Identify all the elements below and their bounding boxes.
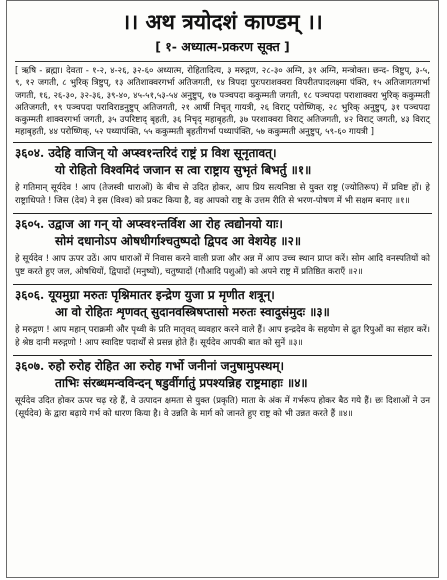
mantra-3606 <box>13 284 432 321</box>
mantra-line: ३६०७. रुहो रुरोह रोहित आ रुरोह गर्भो जनीनां जनुषामुपस्थम्। <box>15 358 285 373</box>
mantra-line: आ वो रोहितः शृणवत् सुदानवस्त्रिषप्तासो मरुतः स्वादुसंमुदः ॥३॥ <box>55 304 330 319</box>
mantra-3605 <box>13 213 432 250</box>
header-divider <box>15 61 430 62</box>
document-page <box>6 0 439 578</box>
mantra-line: सोमं दधानोऽप ओषधीर्गाश्चतुष्पदो द्विपद आ वेशयेह ॥२॥ <box>55 233 302 248</box>
translation-3607: सूर्यदेव उदित होकर ऊपर चढ़ रहे हैं, वे उत्पादन क्षमता से युक्त (प्रकृति) माता के अंक में गर्भरूप होकर बैठ गये हैं। छः दिशाओं ने उन (सूर्यदेव) के द्वारा बढ़ाये गर्भ को धारण किया है। वे उन्नति के मार्ग को जानते हुए राष्ट्र को भी उन्नत करते हैं ॥४॥ <box>15 395 430 419</box>
mantra-line: ताभिः संरब्धमन्वविन्दन् षडुर्वीर्गातुं प्रपश्यन्निह राष्ट्रमाहाः ॥४॥ <box>55 375 308 390</box>
translation-3604: हे गतिमान् सूर्यदेव ! आप (तेजस्वी धाराओं) के बीच से उदित होकर, आप प्रिय सत्यनिष्ठा से युक्त राष्ट्र (ज्योतिरूप) में प्रविष्ट हों। हे राष्ट्राधिपते ! जिस (देव) ने इस (विश्व) को प्रकट किया है, वह आपको राष्ट्र के उत्तम रीति से भरण-पोषण में भी सक्षम बनाए ॥१॥ <box>15 182 430 206</box>
mantra-line: ३६०४. उदेहि वाजिन् यो अप्स्व१न्तरिदं राष्ट्रं प्र विश सूनृतावत्। <box>15 145 277 160</box>
mantra-line: यो रोहितो विश्वमिदं जजान स त्वा राष्ट्राय सुभृतं बिभर्तु ॥१॥ <box>55 162 312 177</box>
mantra-3607 <box>13 355 432 392</box>
translation-3605: हे सूर्यदेव ! आप ऊपर उठें। आप धाराओं में निवास करने वाली प्रजा और अन्न में आप उच्च स्थान प्राप्त करें। सोम आदि वनस्पतियों को पुष्ट करते हुए जल, ओषधियों, द्विपादों (मनुष्यों), चतुष्पादों (गौआदि पशुओं) को अपने राष्ट्र में प्रतिष्ठित कराएँ ॥२॥ <box>15 253 430 277</box>
rishi-devata-chhanda-block: [ ऋषि - ब्रह्मा। देवता - १-२, ४-२६, ३२-६० अध्यात्म, रोहितादित्य, ३ मरुद्गण, २८-३० अग्नि, ३१ अग्नि, मन्त्रोक्त। छन्द- त्रिष्टुप्, ३-५, ९, १२ जगती, ८ भुरिक् त्रिष्टुप्, १३ अतिशाक्वरगर्भा अतिजगती, १४ त्रिपदा पुरःपराशक्वरा विपरीतपादलक्ष्मा पंक्ति, १५ अतिजागतगर्भा जगती, १६, २६-३०, ३२-३६, ३९-४०, ४५-५१,५३-५४ अनुष्टुप्, १७ पञ्चपदा ककुम्मती जगती, १८ पञ्चपदा पराशाक्वरा भुरिक् ककुम्मती अतिजगती, १९ पञ्चपदा पराविराडनुष्टुप् अतिजगती, २१ आर्षी निचृत् गायत्री, २६ विराट् परोष्णिक्, २८ भुरिक् अनुष्टुप्, ३१ पञ्चपदा ककुम्मती शाक्वरगर्भा जगती, ३५ उपरिष्टाद् बृहती, ३६ निचृद् महाबृहती, ३७ परशाक्वरा विराट् अतिजगती, ४२ विराट् जगती, ४३ विराट् महाबृहती, ४४ परोष्णिक्, ५२ पथ्यापंक्ति, ५५ ककुम्मती बृहतीगर्भा पथ्यापंक्ति, ५७ ककुम्मती अनुष्टुप्, ५९-६० गायत्री ] <box>15 66 430 138</box>
mantra-line: ३६०६. यूयमुग्रा मरुतः पृश्निमातर इन्द्रेण युजा प्र मृणीत शत्रून्। <box>15 287 275 302</box>
mantra-3604 <box>13 142 432 179</box>
translation-3606: हे मरुद्गण ! आप महान् पराक्रमी और पृथ्वी के प्रति मातृवत् व्यवहार करने वाले हैं। आप इन्द्रदेव के सहयोग से द्रुत रिपुओं का संहार करें। हे श्रेष्ठ दानी मरुद्गणो ! आप स्वादिष्ट पदार्थों से प्रसन्न होते हैं। सूर्यदेव आपकी बात को सुनें ॥३॥ <box>15 324 430 348</box>
mantra-line: ३६०५. उद्वाज आ गन् यो अप्स्व१न्तर्विश आ रोह त्वद्योनयो याः। <box>15 216 283 231</box>
kanda-title: ।। अथ त्रयोदशं काण्डम् ।। <box>122 9 323 34</box>
sukta-title: [ १- अध्यात्म-प्रकरण सूक्त ] <box>155 39 290 54</box>
